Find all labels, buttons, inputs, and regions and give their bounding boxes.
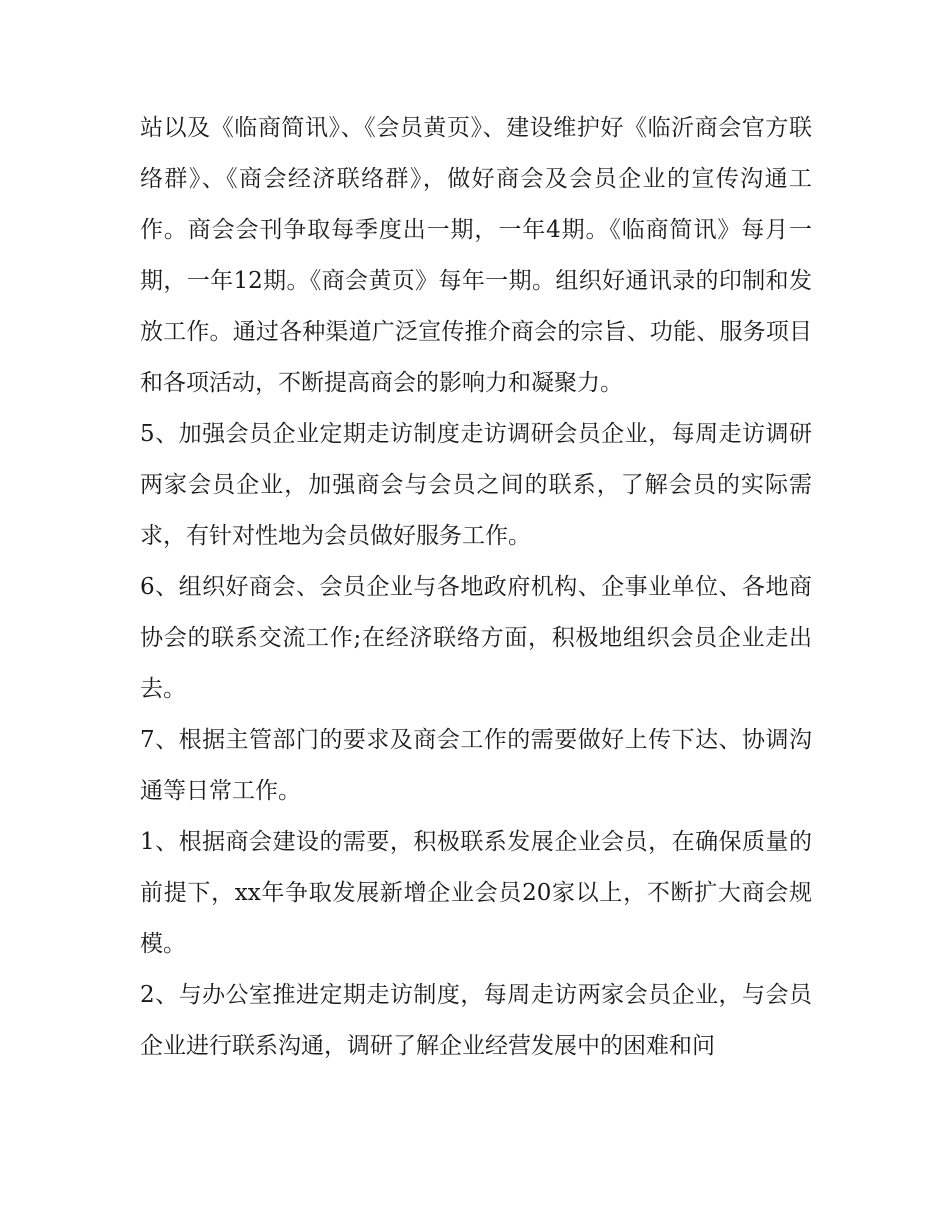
paragraph-item-2: 2、与办公室推进定期走访制度，每周走访两家会员企业，与会员企业进行联系沟通，调研了解企业经营发展中的困难和问 — [140, 982, 812, 1059]
paragraph-publicity: 站以及《临商简讯》、《会员黄页》、建设维护好《临沂商会官方联络群》、《商会经济联络群》，做好商会及会员企业的宣传沟通工作。商会会刊争取每季度出一期，一年4期。《临商简讯》每月一期，一年12期。《商会黄页》每年一期。组织好通讯录的印制和发放工作。通过各种渠道广泛宣传推介商会的宗旨、功能、服务项目和各项活动，不断提高商会的影响力和凝聚力。 — [140, 115, 812, 396]
document-body — [140, 103, 812, 1072]
paragraph-item-1: 1、根据商会建设的需要，积极联系发展企业会员，在确保质量的前提下，xx年争取发展新增企业会员20家以上，不断扩大商会规模。 — [140, 829, 812, 957]
paragraph-item-6: 6、组织好商会、会员企业与各地政府机构、企事业单位、各地商协会的联系交流工作;在经济联络方面，积极地组织会员企业走出去。 — [140, 574, 812, 702]
paragraph-item-5: 5、加强会员企业定期走访制度走访调研会员企业，每周走访调研两家会员企业，加强商会与会员之间的联系，了解会员的实际需求，有针对性地为会员做好服务工作。 — [140, 421, 812, 549]
paragraph-item-7: 7、根据主管部门的要求及商会工作的需要做好上传下达、协调沟通等日常工作。 — [140, 727, 812, 804]
